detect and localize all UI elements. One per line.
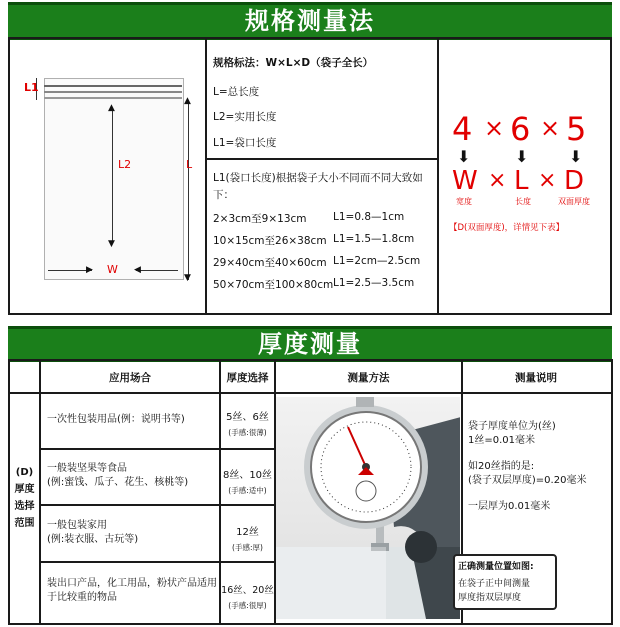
section2-banner: [8, 326, 612, 362]
section1-banner: [8, 2, 612, 40]
size-range: 50×70cm至100×80cm: [213, 279, 334, 291]
l-arrow: [188, 100, 189, 280]
thickness-note: 【D(双面厚度)，详情见下表】: [449, 223, 565, 233]
example-length-value: 6: [510, 110, 531, 148]
row-feel: (手感:很厚): [228, 601, 267, 610]
arrow-down-icon: ⬇: [457, 147, 471, 166]
size-l1: L1=0.8—1cm: [333, 211, 405, 223]
row-feel: (手感:厚): [232, 543, 263, 552]
thickness-gauge-photo: [276, 397, 460, 619]
arrow-down-icon: ⬇: [515, 147, 529, 166]
w-label: W: [107, 263, 118, 276]
arrow-down-icon: ⬇: [569, 147, 583, 166]
row-thickness: 12丝: [236, 527, 259, 538]
row-feel: (手感:很薄): [228, 428, 267, 437]
divider: [39, 448, 276, 450]
side-label: [10, 464, 39, 532]
divider: [39, 561, 276, 563]
arrow-up-icon: ▲: [108, 103, 115, 113]
w-caption: 宽度: [456, 197, 472, 206]
divider: [39, 359, 41, 623]
l1-note: L1(袋口长度)根据袋子大小不同而不同大致如下：: [213, 172, 423, 201]
w-symbol: W: [452, 166, 478, 196]
size-l1: L1=1.5—1.8cm: [333, 233, 415, 245]
d-caption: 双面厚度: [558, 197, 590, 206]
side-label-line: 范围: [14, 518, 35, 529]
arrow-down-icon: ▼: [184, 273, 191, 283]
explain-unit-value: 1丝=0.01毫米: [468, 435, 536, 446]
section2-title: 厚度测量: [258, 330, 362, 358]
explain-example: 如20丝指的是:: [468, 461, 535, 472]
arrow-left-icon: ◀: [134, 265, 141, 275]
side-label-line: 厚度: [14, 484, 35, 495]
row-thickness: 5丝、6丝: [226, 412, 269, 423]
def-l1: L1=袋口长度: [213, 137, 277, 149]
l2-label: L2: [118, 158, 132, 171]
divider: [39, 504, 276, 506]
size-range: 29×40cm至40×60cm: [213, 257, 327, 269]
times-symbol: ×: [538, 168, 557, 193]
zipper-line: [44, 97, 182, 99]
l-caption: 长度: [515, 197, 531, 206]
divider: [205, 37, 207, 313]
bag-sample: [276, 547, 386, 619]
size-l1: L1=2.5—3.5cm: [333, 277, 415, 289]
row-application: 一般装坚果等食品 (例:蜜饯、瓜子、花生、核桃等): [47, 463, 189, 488]
example-width-value: 4: [452, 110, 473, 148]
header-thickness: 厚度选择: [226, 372, 269, 384]
l-label: L: [186, 158, 193, 171]
row-application: 装出口产品，化工用品，粉状产品适用于比较重的物品: [47, 578, 217, 603]
arrow-up-icon: ▲: [184, 96, 191, 106]
row-application: 一次性包装用品(例：说明书等): [47, 414, 185, 425]
zipper-line: [44, 91, 182, 93]
row-feel: (手感:适中): [228, 486, 267, 495]
example-thickness-value: 5: [566, 110, 587, 148]
header-method: 测量方法: [347, 372, 390, 384]
caption-line: 在袋子正中间测量: [458, 579, 531, 589]
size-range: 2×3cm至9×13cm: [213, 213, 307, 225]
times-symbol: ×: [540, 114, 561, 142]
def-l2: L2=实用长度: [213, 111, 277, 123]
w-arrow-right: [136, 270, 178, 271]
size-range: 10×15cm至26×38cm: [213, 235, 327, 247]
header-application: 应用场合: [109, 372, 151, 384]
l-symbol: L: [514, 166, 529, 196]
explain-single-layer: 一层厚为0.01毫米: [468, 501, 551, 512]
divider: [8, 392, 611, 394]
caption-title: 正确测量位置如图:: [458, 562, 534, 572]
size-l1: L1=2cm—2.5cm: [333, 255, 421, 267]
side-label-line: 选择: [14, 501, 35, 512]
explain-example-value: (袋子双层厚度)=0.20毫米: [468, 475, 587, 486]
def-l: L=总长度: [213, 86, 260, 98]
d-symbol: D: [564, 166, 585, 196]
photo-caption: [453, 554, 557, 610]
zipper-line: [44, 85, 182, 87]
side-label-line: (D): [15, 467, 34, 478]
row-application: 一般包装家用 (例:装衣服、古玩等): [47, 520, 139, 545]
arrow-down-icon: ▼: [108, 239, 115, 249]
section1-title: 规格测量法: [245, 7, 375, 35]
row-thickness: 8丝、10丝: [222, 470, 273, 481]
row-thickness: 16丝、20丝: [221, 585, 274, 596]
times-symbol: ×: [484, 114, 505, 142]
divider: [205, 158, 439, 160]
times-symbol: ×: [488, 168, 507, 193]
header-explanation: 测量说明: [515, 372, 557, 384]
caption-line: 厚度指双层厚度: [458, 593, 522, 603]
arrow-right-icon: ▶: [86, 265, 93, 275]
explain-unit: 袋子厚度单位为(丝): [468, 421, 556, 432]
l1-label: L1: [24, 81, 39, 94]
spec-title: 规格标法：W×L×D（袋子全长）: [213, 57, 374, 69]
divider: [437, 37, 439, 313]
l2-arrow: [112, 108, 113, 244]
